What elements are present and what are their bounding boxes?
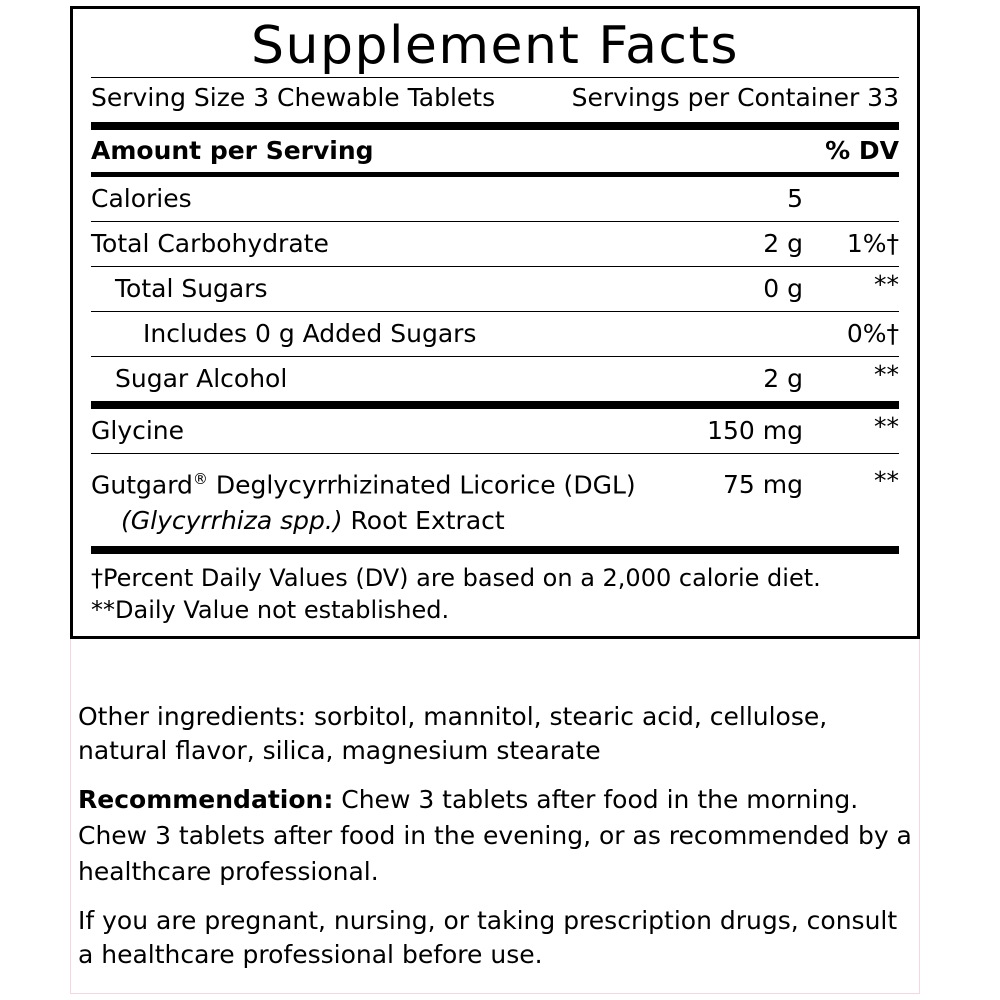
divider-thick-2 (91, 401, 899, 409)
table-row (91, 177, 899, 221)
recommendation-text: Chew 3 tablets after food in the morning. Chew 3 tablets after food in the evening, or as recommended by a healthcare professional. (78, 785, 912, 886)
gutgard-brand: Gutgard (91, 470, 193, 500)
servings-per-container: Servings per Container 33 (571, 83, 899, 112)
divider-thick-1 (91, 122, 899, 130)
table-row (91, 222, 899, 266)
nutrient-name (91, 461, 653, 539)
footnote-not-established: **Daily Value not established. (91, 596, 450, 625)
table-row (91, 357, 899, 401)
nutrient-amount: 150 mg (707, 416, 803, 445)
page-title: Supplement Facts (250, 16, 739, 76)
gutgard-latin-line (91, 503, 653, 539)
table-row (91, 312, 899, 356)
table-row-gutgard (91, 454, 899, 546)
dv-header-label: % DV (825, 136, 899, 165)
footnotes (91, 554, 899, 636)
nutrient-dv: 0%† (846, 319, 899, 348)
table-row (91, 409, 899, 453)
nutrient-name: Glycine (91, 416, 185, 445)
table-row (91, 267, 899, 311)
nutrient-dv: 1%† (846, 229, 899, 258)
nutrient-name: Sugar Alcohol (115, 364, 288, 393)
nutrient-dv: ** (874, 412, 899, 441)
supplement-facts-box (70, 6, 920, 639)
amount-header-label: Amount per Serving (91, 136, 374, 165)
nutrient-name: Total Sugars (115, 274, 268, 303)
nutrient-name: Includes 0 g Added Sugars (143, 319, 477, 348)
nutrient-amount: 0 g (763, 274, 803, 303)
gutgard-desc: Deglycyrrhizinated Licorice (DGL) (207, 470, 636, 500)
divider-thick-3 (91, 546, 899, 554)
warning-text: If you are pregnant, nursing, or taking prescription drugs, consult a healthcare professional before use. (78, 906, 898, 969)
nutrient-name: Calories (91, 184, 192, 213)
recommendation-label: Recommendation: (78, 785, 334, 814)
nutrient-amount: 5 (787, 184, 803, 213)
registered-mark-icon: ® (192, 470, 208, 488)
other-ingredients: Other ingredients: sorbitol, mannitol, stearic acid, cellulose, natural flavor, silica, magnesium stearate (78, 702, 828, 765)
recommendation (78, 782, 918, 904)
serving-size: Serving Size 3 Chewable Tablets (91, 83, 496, 112)
gutgard-extract-label: Root Extract (342, 506, 505, 536)
nutrient-amount: 2 g (763, 229, 803, 258)
nutrient-dv: ** (874, 360, 899, 389)
gutgard-latin-name: (Glycyrrhiza spp.) (121, 506, 343, 536)
nutrient-name: Total Carbohydrate (91, 229, 329, 258)
nutrient-dv: ** (874, 466, 899, 496)
amount-per-serving-header (91, 130, 899, 172)
footnote-daily-value: †Percent Daily Values (DV) are based on a 2,000 calorie diet. (91, 564, 821, 593)
label-supporting-text (78, 700, 918, 972)
nutrient-amount: 2 g (763, 364, 803, 393)
nutrient-amount: 75 mg (723, 470, 803, 500)
nutrient-dv: ** (874, 270, 899, 299)
serving-info (91, 78, 899, 122)
